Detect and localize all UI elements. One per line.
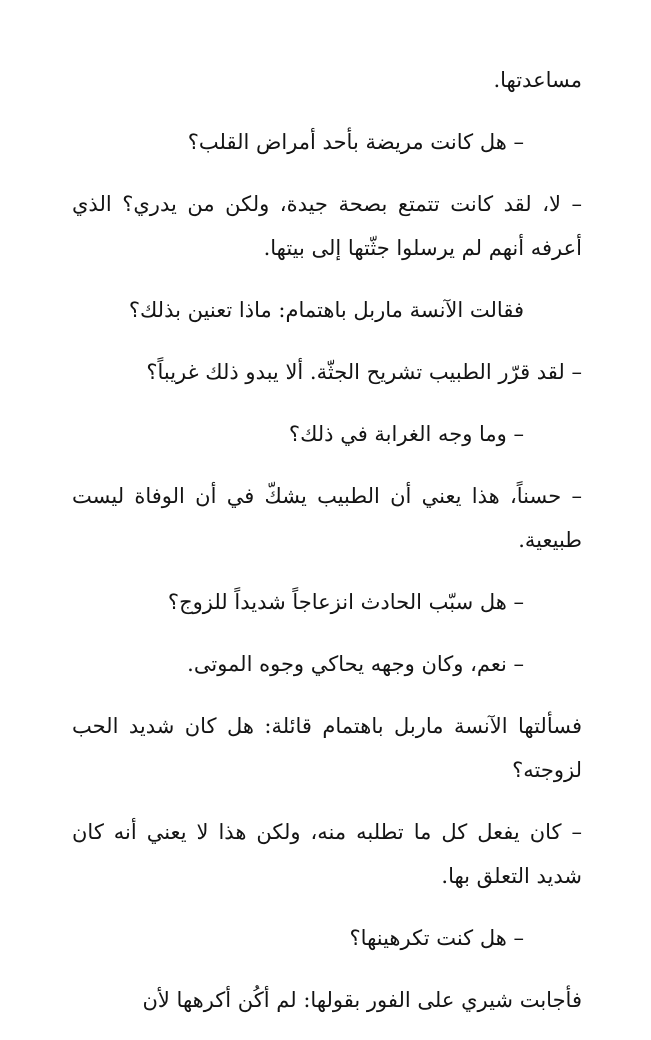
paragraph-12: – هل كنت تكرهينها؟ xyxy=(349,926,524,950)
paragraph-13: فأجابت شيري على الفور بقولها: لم أكُن أكرهها لأن xyxy=(142,988,582,1012)
paragraph-2: – هل كانت مريضة بأحد أمراض القلب؟ xyxy=(187,130,524,154)
paragraph-9: – نعم، وكان وجهه يحاكي وجوه الموتى. xyxy=(187,652,524,676)
paragraph-4: فقالت الآنسة ماربل باهتمام: ماذا تعنين بذلك؟ xyxy=(128,298,524,322)
paragraph-1: مساعدتها. xyxy=(493,68,582,92)
paragraph-7: – حسناً، هذا يعني أن الطبيب يشكّ في أن الوفاة ليست طبيعية. xyxy=(72,484,582,552)
paragraph-3: – لا، لقد كانت تتمتع بصحة جيدة، ولكن من يدري؟ الذي أعرفه أنهم لم يرسلوا جثّتها إلى بيتها. xyxy=(72,192,582,260)
paragraph-5: – لقد قرّر الطبيب تشريح الجثّة. ألا يبدو ذلك غريباً؟ xyxy=(146,360,582,384)
document-page xyxy=(72,58,582,1040)
paragraph-10: فسألتها الآنسة ماربل باهتمام قائلة: هل كان شديد الحب لزوجته؟ xyxy=(72,714,582,782)
paragraph-8: – هل سبّب الحادث انزعاجاً شديداً للزوج؟ xyxy=(167,590,524,614)
paragraph-6: – وما وجه الغرابة في ذلك؟ xyxy=(288,422,524,446)
paragraph-11: – كان يفعل كل ما تطلبه منه، ولكن هذا لا يعني أنه كان شديد التعلق بها. xyxy=(72,820,582,888)
